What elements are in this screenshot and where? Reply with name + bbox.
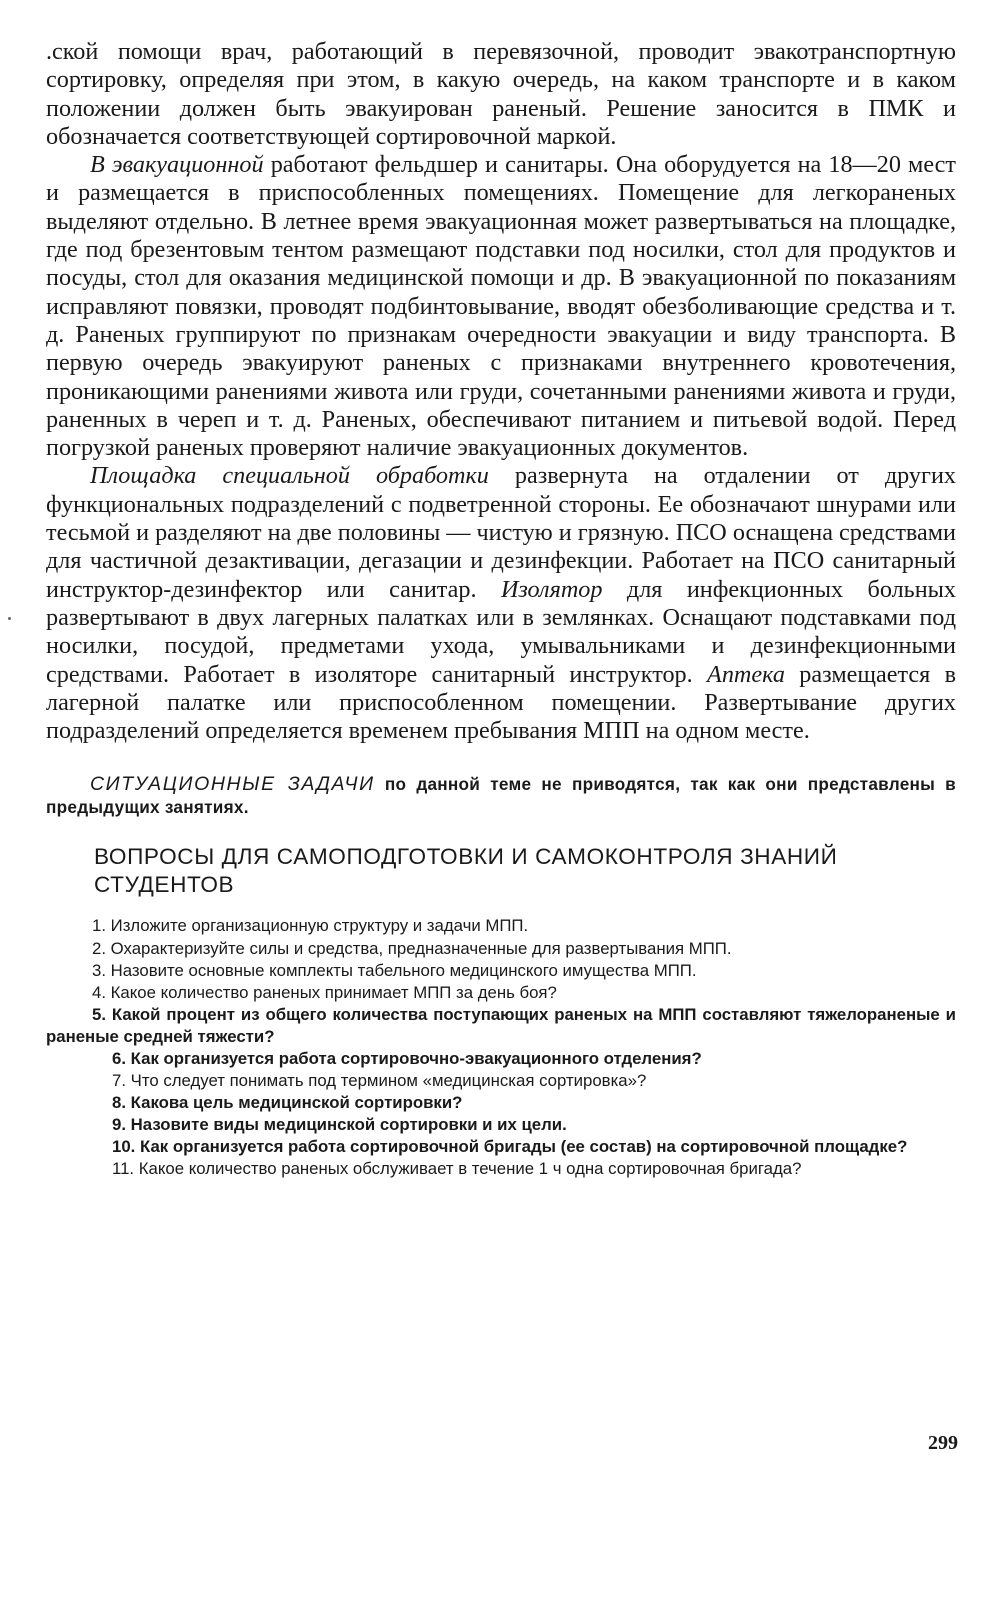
margin-mark [8,617,11,620]
paragraph-text: развернута на отдалении от других функциональных подразделений с подветренной стороны. Ее обозначают шнурами или тесьмой и разделяют на две половины — чистую и грязную. ПСО оснащена средствами для частичной дезактивации, дегазации и дезинфекции. Работает на ПСО санитарный инструктор-дезинфектор или санитар. [46,462,956,603]
question-item: 10. Как организуется работа сортировочной бригады (ее состав) на сортировочной площадке? [112,1137,908,1157]
italic-term-special-treatment: Площадка специальной обработки [90,462,489,490]
question-item: 5. Какой процент из общего количества поступающих раненых на МПП составляют тяжелораненые и раненые средней тяжести? [46,1004,956,1046]
questions-list [46,915,956,1180]
situational-tasks-note [46,773,956,819]
situational-tasks-text: по данной теме не приводятся, так как они представлены в предыдущих занятиях. [46,774,956,818]
section-heading: ВОПРОСЫ ДЛЯ САМОПОДГОТОВКИ И САМОКОНТРОЛЯ ЗНАНИЙ СТУДЕНТОВ [94,844,838,898]
paragraph-text: размещается в лагерной палатке или приспособленном помещении. Развертывание других подразделений определяется временем пребывания МПП на одном месте. [46,660,956,745]
question-item: 4. Какое количество раненых принимает МПП за день боя? [92,982,557,1002]
paragraph-text: .ской помощи врач, работающий в перевязочной, проводит эвакотранспортную сортировку, определяя при этом, в какую очередь, на каком транспорте и в каком положении должен быть эвакуирован раненый. Решение заносится в ПМК и обозначается соответствующей сортировочной маркой. [46,38,956,150]
question-item: 9. Назовите виды медицинской сортировки и их цели. [112,1115,567,1135]
paragraph-text: работают фельдшер и санитары. Она оборудуется на 18—20 мест и размещается в приспособленных помещениях. Помещение для легкораненых выделяют отдельно. В летнее время эвакуационная может развертываться на площадке, где под брезентовым тентом размещают подставки под носилки, стол для продуктов и посуды, стол для оказания медицинской помощи и др. В эвакуационной по показаниям исправляют повязки, проводят подбинтовывание, вводят обезболивающие средства и т. д. Раненых группируют по признакам очередности эвакуации и виду транспорта. В первую очередь эвакуируют раненых с признаками внутреннего кровотечения, проникающими ранениями живота или груди, сочетанными ранениями живота и груди, раненных в череп и т. д. Раненых, обеспечивают питанием и питьевой водой. Перед погрузкой раненых проверяют наличие эвакуационных документов. [46,151,956,462]
question-item: 2. Охарактеризуйте силы и средства, предназначенные для развертывания МПП. [92,938,732,958]
body-text [46,38,956,745]
question-item: 6. Как организуется работа сортировочно-эвакуационного отделения? [112,1048,702,1068]
page-number: 299 [928,1432,958,1454]
italic-term-pharmacy: Аптека [707,660,785,688]
question-item: 11. Какое количество раненых обслуживает в течение 1 ч одна сортировочная бригада? [112,1159,802,1179]
paragraph-text: для инфекционных больных развертывают в двух лагерных палатках или в землянках. Оснащают подставками под носилки, посудой, предметами ухода, умывальниками и дезинфекционными средствами. Работает в изоляторе санитарный инструктор. [46,575,956,688]
question-item: 8. Какова цель медицинской сортировки? [112,1093,463,1113]
situational-tasks-title: СИТУАЦИОННЫЕ ЗАДАЧИ [90,773,375,796]
paragraph-evacuation [46,151,956,462]
page-content [46,38,956,1181]
paragraph-special-treatment [46,462,956,745]
question-item: 3. Назовите основные комплекты табельного медицинского имущества МПП. [92,960,697,980]
italic-term-isolator: Изолятор [500,575,603,603]
question-item: 1. Изложите организационную структуру и задачи МПП. [92,916,529,936]
paragraph-sorting [46,38,956,151]
italic-term-evacuation: В эвакуационной [90,151,264,179]
question-item: 7. Что следует понимать под термином «медицинская сортировка»? [112,1071,647,1091]
